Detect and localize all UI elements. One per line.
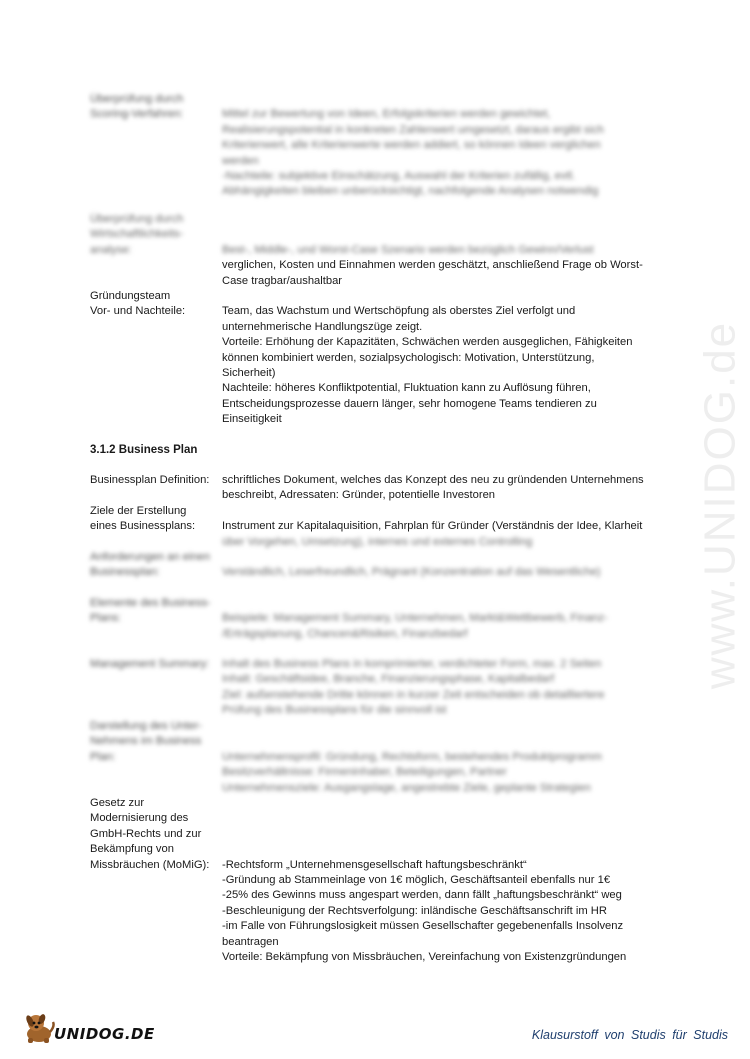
section-wirtschaftlichkeit [90, 212, 655, 289]
text-scoring: Mittel zur Bewertung von Ideen, Erfolgskriterien werden gewichtet, Realisierungspotential in konkreten Zahlenwert umgesetzt, daraus ergibt sich Kriterienwert, alle Kriterienwerte werden addiert, so können Ideen verglichen werden -Nachteile: subjektive Einschätzung, Auswahl der Kriterien zufällig, evtl. Abhängigkeiten bleiben unberücksichtigt, nachfolgende Analysen notwendig [222, 108, 604, 198]
text-ziele: Instrument zur Kapitalaquisition, Fahrplan für Gründer (Verständnis der Idee, Klarheit über Vorgehen, Umsetzung), internes und externes Controlling [222, 520, 643, 548]
label-definition: Businessplan Definition: [90, 474, 210, 486]
dog-icon [22, 1012, 56, 1044]
text-elemente: Beispiele: Management Summary, Unternehmen, Markt&Wettbewerb, Finanz- /Erträgsplanung, Chancen&Risiken, Finanzbedarf [222, 612, 608, 640]
text-darstellung: Unternehmensprofil: Gründung, Rechtsform, bestehendes Produktprogramm Besitzverhältnisse: Firmeninhaber, Beteiligungen, Partner Unternehmensziele: Ausgangslage, angestrebte Ziele, geplante Strategien [222, 750, 602, 794]
section-darstellung [90, 719, 655, 796]
section-momig [90, 796, 655, 965]
label-scoring: Überprüfung durch Scoring-Verfahren: [90, 93, 184, 121]
section-gruendungsteam [90, 289, 655, 428]
section-scoring [90, 92, 655, 200]
section-anforderungen [90, 550, 655, 581]
label-gruendungsteam: Gründungsteam Vor- und Nachteile: [90, 290, 186, 318]
logo-text: UNIDOG.DE [54, 1024, 155, 1043]
label-momig: Gesetz zur Modernisierung des GmbH-Rechts und zur Bekämpfung von Missbräuchen (MoMiG): [90, 797, 210, 871]
section-definition [90, 473, 655, 504]
section-management-summary [90, 657, 655, 719]
text-management-summary: Inhalt des Business Plans in komprimierter, verdichteter Form, max. 2 Seiten Inhalt: Geschäftsidee, Branche, Finanzierungsphase, Kapitalbedarf Ziel: außenstehende Dritte können in kurzer Zeit entscheiden ob detailliertere Prüfung des Businessplans für die sinnvoll ist [222, 658, 605, 717]
section-elemente [90, 596, 655, 642]
watermark: www.UNIDOG.de [695, 320, 745, 690]
label-management-summary: Management Summary: [90, 658, 210, 670]
section-ziele [90, 504, 655, 550]
footer-logo[interactable] [22, 1012, 155, 1044]
footer-slogan: Klausurstoff von Studis für Studis [531, 1028, 728, 1042]
text-definition: schriftliches Dokument, welches das Konzept des neu zu gründenden Unternehmens beschreibt, Adressaten: Gründer, potentielle Investoren [222, 474, 644, 502]
text-momig: -Rechtsform „Unternehmensgesellschaft haftungsbeschränkt“ -Gründung ab Stammeinlage von 1€ möglich, Geschäftsanteil ebenfalls nur 1€ -25% des Gewinns muss angespart werden, dann fällt „haftungsbeschränkt“ weg -Beschleunigung der Rechtsverfolgung: inländische Geschäftsanschrift im HR -im Falle von Führungslosigkeit müssen Gesellschafter gegebenenfalls Insolvenz beantragen Vorteile: Bekämpfung von Missbräuchen, Vereinfachung von Existenzgründungen [222, 858, 627, 964]
text-wirtschaftlichkeit: Best-, Middle-, und Worst-Case Szenario werden bezüglich Gewinn/Verlust verglichen, Kosten und Einnahmen werden geschätzt, anschließend Frage ob Worst- Case tragbar/aushaltbar [222, 243, 643, 287]
label-anforderungen: Anforderungen an einen Businessplan: [90, 551, 211, 579]
label-darstellung: Darstellung des Unter- Nehmens im Business Plan: [90, 720, 202, 763]
label-ziele: Ziele der Erstellung eines Businessplans: [90, 505, 196, 533]
text-gruendungsteam: Team, das Wachstum und Wertschöpfung als oberstes Ziel verfolgt und unternehmerische Handlungszüge zeigt. Vorteile: Erhöhung der Kapazitäten, Schwächen werden ausgeglichen, Fähigkeiten können kombiniert werden, sozialpsychologisch: Motivation, Unterstützung, Sicherheit) Nachteile: höheres Konfliktpotential, Fluktuation kann zu Auflösung führen, Entscheidungsprozesse dauern länger, sehr homogene Teams tendieren zu Einseitigkeit [222, 305, 633, 426]
label-wirtschaftlichkeit: Überprüfung durch Wirtschaftlichkeits- analyse: [90, 213, 184, 256]
section-heading: 3.1.2 Business Plan [90, 444, 198, 456]
text-anforderungen: Verständlich, Leserfreundlich, Prägnant (Konzentration auf das Wesentliche) [222, 566, 601, 579]
label-elemente: Elemente des Business- Plans: [90, 597, 211, 625]
